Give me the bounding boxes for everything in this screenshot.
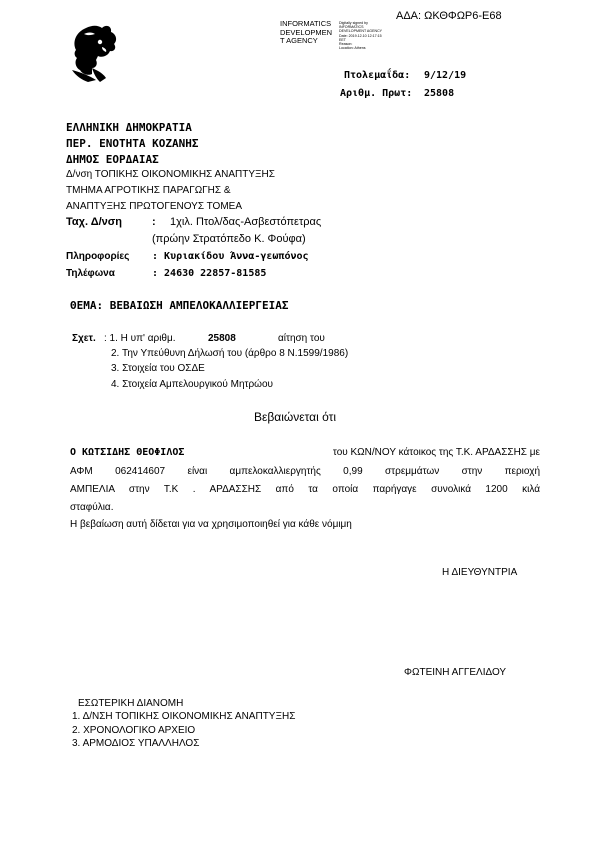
body-line-1-rest: του ΚΩΝ/ΝΟΥ κάτοικος της Τ.Κ. ΑΡΔΑΣΣΗΣ με <box>332 447 540 458</box>
emblem-logo <box>62 20 130 90</box>
subject: ΘΕΜΑ: ΒΕΒΑΙΩΣΗ ΑΜΠΕΛΟΚΑΛΛΙΕΡΓΕΙΑΣ <box>70 299 289 312</box>
sender-line-1: ΕΛΛΗΝΙΚΗ ΔΗΜΟΚΡΑΤΙΑ <box>66 121 192 134</box>
address-label: Ταχ. Δ/νση <box>66 216 123 228</box>
protocol-value: 25808 <box>424 88 455 99</box>
place-date-label: Πτολεμαΐδα: <box>344 70 411 81</box>
info-value: : Κυριακίδου Άννα-γεωπόνος <box>152 251 309 262</box>
body-line-5: Η βεβαίωση αυτή δίδεται για να χρησιμοποιηθεί για κάθε νόμιμη <box>70 519 352 530</box>
body-line-3: ΑΜΠΕΛΙΑ στην Τ.Κ . ΑΡΔΑΣΣΗΣ από τα οποία παρήγαγε συνολικά 1200 κιλά <box>70 484 540 495</box>
phone-label: Τηλέφωνα <box>66 268 115 279</box>
address-separator: : <box>152 216 156 228</box>
place-date-value: 9/12/19 <box>424 70 467 81</box>
body-line-2: ΑΦΜ 062414607 είναι αμπελοκαλλιεργητής 0,99 στρεμμάτων στην περιοχή <box>70 466 540 477</box>
reference-3: 3. Στοιχεία του ΟΣΔΕ <box>111 363 205 374</box>
body-line-1 <box>70 447 540 458</box>
protocol-label: Αριθμ. Πρωτ: <box>340 88 413 99</box>
sender-line-5: ΤΜΗΜΑ ΑΓΡΟΤΙΚΗΣ ΠΑΡΑΓΩΓΗΣ & <box>66 185 231 196</box>
body-line-4: σταφύλια. <box>70 502 114 513</box>
distribution-item: 1. Δ/ΝΣΗ ΤΟΠΙΚΗΣ ΟΙΚΟΝΟΜΙΚΗΣ ΑΝΑΠΤΥΞΗΣ <box>72 711 296 722</box>
reference-1-number: 25808 <box>208 333 236 344</box>
signature-name: ΦΩΤΕΙΝΗ ΑΓΓΕΛΙΔΟΥ <box>404 667 507 678</box>
references-label: Σχετ. <box>72 333 96 344</box>
address-line-2: (πρώην Στρατόπεδο Κ. Φούφα) <box>152 233 306 245</box>
sender-line-2: ΠΕΡ. ΕΝΟΤΗΤΑ ΚΟΖΑΝΗΣ <box>66 137 199 150</box>
info-label: Πληροφορίες <box>66 251 130 262</box>
address-line-1: 1χιλ. Πτολ/δας-Ασβεστόπετρας <box>170 216 322 228</box>
beneficiary-name: Ο ΚΩΤΣΙΔΗΣ ΘΕΟΦΙΛΟΣ <box>70 447 185 458</box>
reference-2: 2. Την Υπεύθυνη Δήλωσή του (άρθρο 8 Ν.1599/1986) <box>111 348 349 359</box>
certify-heading: Βεβαιώνεται ότι <box>254 410 336 424</box>
sender-line-3: ΔΗΜΟΣ ΕΟΡΔΑΙΑΣ <box>66 153 159 166</box>
signature-title: Η ΔΙΕΥΘΥΝΤΡΙΑ <box>442 567 518 578</box>
distribution-title: ΕΣΩΤΕΡΙΚΗ ΔΙΑΝΟΜΗ <box>78 698 184 709</box>
ada-code: ΑΔΑ: ΩΚΘΦΩΡ6-Ε68 <box>396 10 502 22</box>
sender-line-4: Δ/νση ΤΟΠΙΚΗΣ ΟΙΚΟΝΟΜΙΚΗΣ ΑΝΑΠΤΥΞΗΣ <box>66 169 275 180</box>
distribution-item: 3. ΑΡΜΟΔΙΟΣ ΥΠΑΛΛΗΛΟΣ <box>72 738 200 749</box>
reference-1-prefix: : 1. Η υπ' αριθμ. <box>104 333 176 344</box>
sender-line-6: ΑΝΑΠΤΥΞΗΣ ΠΡΩΤΟΓΕΝΟΥΣ ΤΟΜΕΑ <box>66 201 242 212</box>
phone-value: : 24630 22857-81585 <box>152 268 267 279</box>
signature-stamp-details: Digitally signed by INFORMATICS DEVELOPMENT AGENCY Date: 2019.12.10 12:17:15 EET Reason: Location: Athens <box>339 21 383 51</box>
distribution-item: 2. ΧΡΟΝΟΛΟΓΙΚΟ ΑΡΧΕΙΟ <box>72 725 196 736</box>
signature-stamp-org: INFORMATICS DEVELOPMEN T AGENCY <box>280 19 333 45</box>
reference-1-suffix: αίτηση του <box>278 333 325 344</box>
reference-4: 4. Στοιχεία Αμπελουργικού Μητρώου <box>111 379 273 390</box>
